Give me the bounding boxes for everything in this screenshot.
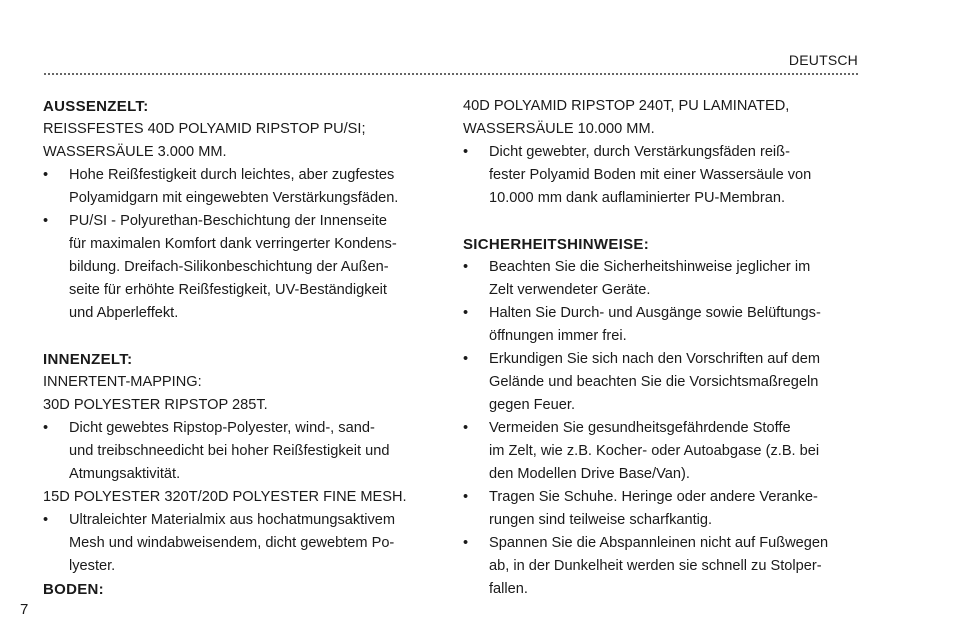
- language-label: DEUTSCH: [788, 52, 858, 68]
- bullet-list-boden: [463, 141, 858, 210]
- bullet-text-line: • PU/SI - Polyurethan-Beschichtung der Innenseite: [69, 213, 387, 229]
- spec-lines-aussenzelt: [43, 118, 443, 164]
- bullet-item: [43, 164, 443, 210]
- section-gap: [43, 325, 443, 348]
- bullet-text-line: • Hohe Reißfestigkeit durch leichtes, aber zugfestes: [69, 167, 395, 183]
- spec-lines-boden: [463, 95, 858, 141]
- bullet-text-line: • Vermeiden Sie gesundheitsgefährdende Stoffe: [489, 420, 791, 436]
- bullet-text-line: bildung. Dreifach-Silikonbeschichtung der Außen-: [69, 259, 389, 275]
- dotted-divider: [44, 73, 858, 75]
- bullet-text-line: seite für erhöhte Reißfestigkeit, UV-Beständigkeit: [69, 282, 387, 298]
- bullet-text-line: und Abperleffekt.: [69, 305, 179, 321]
- bullet-text-line: für maximalen Komfort dank verringerter Kondens-: [69, 236, 397, 252]
- section-gap: [463, 210, 858, 233]
- bullet-text-line: rungen sind teilweise scharfkantig.: [489, 512, 713, 528]
- bullet-item: [463, 486, 858, 532]
- spec-line: WASSERSÄULE 10.000 MM.: [463, 121, 655, 137]
- bullet-text-line: öffnungen immer frei.: [489, 328, 627, 344]
- bullet-text-line: • Spannen Sie die Abspannleinen nicht auf Fußwegen: [489, 535, 829, 551]
- bullet-item: [43, 509, 443, 578]
- bullet-text-line: im Zelt, wie z.B. Kocher- oder Autoabgase (z.B. bei: [489, 443, 820, 459]
- left-column: [43, 95, 443, 601]
- bullet-text-line: fallen.: [489, 581, 528, 597]
- spec-line: INNERTENT-MAPPING:: [43, 374, 202, 390]
- bullet-text-line: Atmungsaktivität.: [69, 466, 181, 482]
- bullet-text-line: den Modellen Drive Base/Van).: [489, 466, 690, 482]
- bullet-text-line: Zelt verwendeter Geräte.: [489, 282, 651, 298]
- bullet-text-line: • Ultraleichter Materialmix aus hochatmungsaktivem: [69, 512, 396, 528]
- heading-boden: BODEN:: [43, 581, 104, 598]
- bullet-list-innenzelt-ripstop: [43, 417, 443, 486]
- right-column: [463, 95, 858, 601]
- bullet-text-line: • Erkundigen Sie sich nach den Vorschriften auf dem: [489, 351, 820, 367]
- bullet-item: [463, 141, 858, 210]
- page-number: 7: [20, 601, 29, 618]
- bullet-list-aussenzelt: [43, 164, 443, 325]
- heading-sicherheitshinweise: SICHERHEITSHINWEISE:: [463, 236, 650, 253]
- bullet-text-line: Gelände und beachten Sie die Vorsichtsmaßregeln: [489, 374, 819, 390]
- spec-line: WASSERSÄULE 3.000 MM.: [43, 144, 227, 160]
- bullet-text-line: und treibschneedicht bei hoher Reißfestigkeit und: [69, 443, 390, 459]
- bullet-text-line: • Dicht gewebtes Ripstop-Polyester, wind-, sand-: [69, 420, 375, 436]
- bullet-item: [43, 210, 443, 325]
- spec-line: 30D POLYESTER RIPSTOP 285T.: [43, 397, 268, 413]
- bullet-text-line: fester Polyamid Boden mit einer Wassersäule von: [489, 167, 812, 183]
- bullet-text-line: 10.000 mm dank auflaminierter PU-Membran.: [489, 190, 786, 206]
- bullet-text-line: • Beachten Sie die Sicherheitshinweise jeglicher im: [489, 259, 811, 275]
- heading-innenzelt: INNENZELT:: [43, 351, 133, 368]
- bullet-text-line: Mesh und windabweisendem, dicht gewebtem Po-: [69, 535, 395, 551]
- bullet-text-line: Polyamidgarn mit eingewebten Verstärkungsfäden.: [69, 190, 399, 206]
- bullet-item: [463, 256, 858, 302]
- bullet-list-innenzelt-mesh: [43, 509, 443, 578]
- bullet-text-line: lyester.: [69, 558, 116, 574]
- bullet-text-line: gegen Feuer.: [489, 397, 576, 413]
- bullet-text-line: • Dicht gewebter, durch Verstärkungsfäden reiß-: [489, 144, 790, 160]
- bullet-text-line: • Halten Sie Durch- und Ausgänge sowie Belüftungs-: [489, 305, 821, 321]
- bullet-list-sicherheitshinweise: [463, 256, 858, 601]
- spec-line: REISSFESTES 40D POLYAMID RIPSTOP PU/SI;: [43, 121, 366, 137]
- bullet-item: [463, 348, 858, 417]
- heading-aussenzelt: AUSSENZELT:: [43, 98, 149, 115]
- spec-lines-innenzelt: [43, 371, 443, 417]
- spec-line: 40D POLYAMID RIPSTOP 240T, PU LAMINATED,: [463, 98, 790, 114]
- bullet-item: [463, 417, 858, 486]
- bullet-item: [463, 302, 858, 348]
- bullet-item: [463, 532, 858, 601]
- bullet-text-line: ab, in der Dunkelheit werden sie schnell zu Stolper-: [489, 558, 822, 574]
- bullet-text-line: • Tragen Sie Schuhe. Heringe oder andere Veranke-: [489, 489, 818, 505]
- spec-line-mesh: 15D POLYESTER 320T/20D POLYESTER FINE MESH.: [43, 489, 407, 505]
- bullet-item: [43, 417, 443, 486]
